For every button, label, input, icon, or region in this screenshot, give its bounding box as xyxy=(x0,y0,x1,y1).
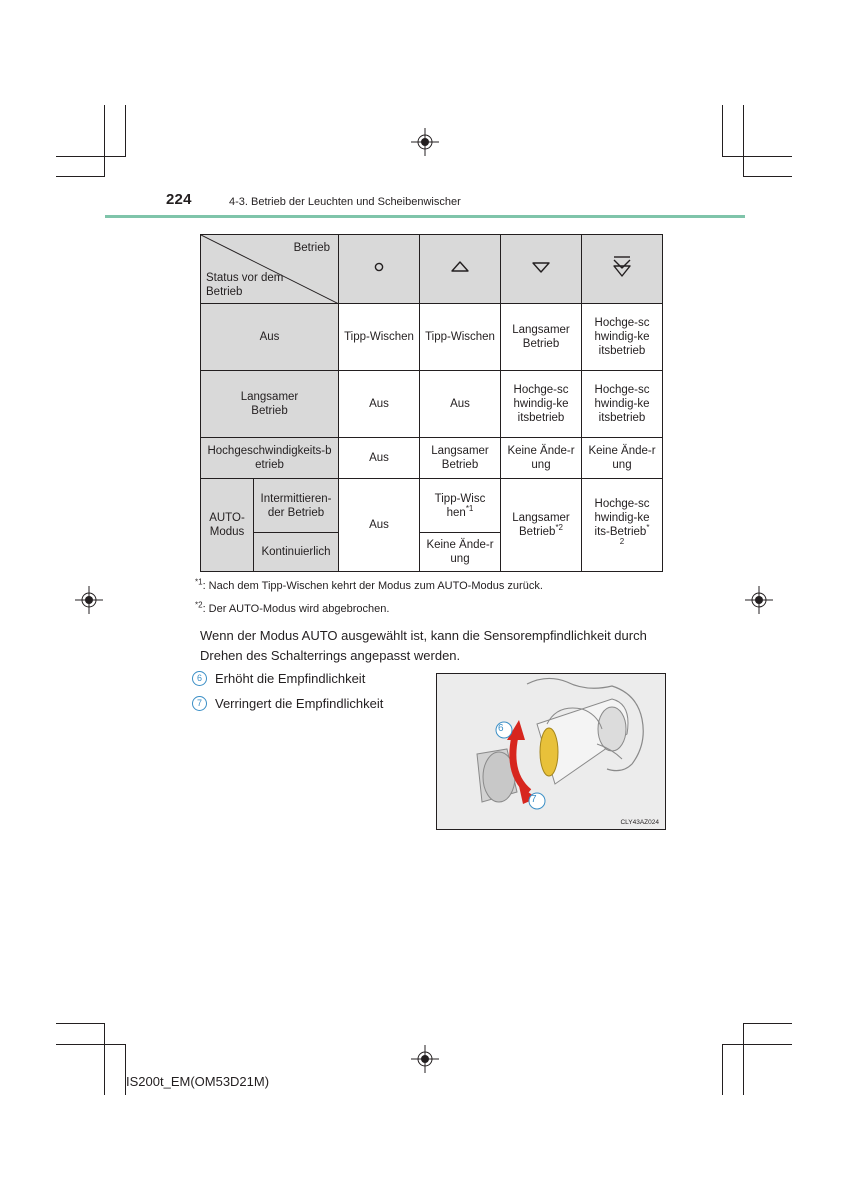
table-cell: Tipp-Wischen xyxy=(420,304,501,371)
row-label-high: Hochgeschwindigkeits-betrieb xyxy=(201,438,339,479)
table-cell: Keine Ände-rung xyxy=(582,438,663,479)
cell-text: Langsamer Betrieb xyxy=(512,512,570,538)
row-label-auto: AUTO-Modus xyxy=(201,479,254,572)
registration-mark-icon xyxy=(411,1045,439,1073)
circle-icon xyxy=(372,260,386,274)
column-header-off xyxy=(339,235,420,304)
table-row xyxy=(201,479,663,533)
callout-6-label: 6 xyxy=(498,723,504,734)
page-number: 224 xyxy=(166,191,192,208)
column-header-tap xyxy=(420,235,501,304)
number-circle-icon: 6 xyxy=(192,671,207,686)
column-header-low xyxy=(501,235,582,304)
wiper-switch-illustration xyxy=(436,673,666,830)
footnote-text: : Nach dem Tipp-Wischen kehrt der Modus zum AUTO-Modus zurück. xyxy=(202,580,543,592)
list-item-text: Verringert die Empfindlichkeit xyxy=(215,696,384,711)
corner-label-operation: Betrieb xyxy=(293,242,330,254)
table-cell: Langsamer Betrieb xyxy=(420,438,501,479)
registration-mark-icon xyxy=(745,586,773,614)
footnote-mark: *2 xyxy=(195,600,203,610)
triangle-down-icon xyxy=(530,260,552,274)
row-label-off: Aus xyxy=(201,304,339,371)
callout-7-label: 7 xyxy=(531,794,537,805)
table-cell: Langsamer Betrieb xyxy=(501,304,582,371)
footnote-mark: *1 xyxy=(195,577,203,587)
triangle-up-icon xyxy=(449,260,471,274)
table-cell xyxy=(501,479,582,572)
table-row xyxy=(201,438,663,479)
list-item xyxy=(192,671,365,686)
table-cell: Keine Ände-rung xyxy=(420,533,501,572)
corner-label-status: Status vor dem Betrieb xyxy=(206,272,284,298)
table-cell: Aus xyxy=(420,371,501,438)
double-triangle-icon xyxy=(611,254,633,280)
table-cell xyxy=(420,479,501,533)
table-cell: Hochge-schwindig-keitsbetrieb xyxy=(582,371,663,438)
wiper-switch-drawing xyxy=(437,674,665,829)
footnote-1 xyxy=(195,577,543,592)
footnote-mark: *1 xyxy=(465,503,474,513)
list-item xyxy=(192,696,383,711)
number-circle-icon: 7 xyxy=(192,696,207,711)
registration-mark-icon xyxy=(411,128,439,156)
cell-text: Tipp-Wischen xyxy=(434,492,486,519)
wiper-operation-table xyxy=(200,234,663,572)
body-paragraph: Wenn der Modus AUTO ausgewählt ist, kann die Sensorempfindlichkeit durch Drehen des Schalterrings angepasst werden. xyxy=(200,628,647,663)
footnote-mark: *2 xyxy=(619,523,650,547)
table-corner-cell xyxy=(201,235,339,304)
illustration-code: CLY43AZ024 xyxy=(620,819,659,826)
header-rule xyxy=(105,215,745,218)
table-cell: Tipp-Wischen xyxy=(339,304,420,371)
table-cell: Hochge-schwindig-keitsbetrieb xyxy=(582,304,663,371)
column-header-high xyxy=(582,235,663,304)
table-row xyxy=(201,371,663,438)
table-cell xyxy=(582,479,663,572)
table-header-row xyxy=(201,235,663,304)
table-cell: Aus xyxy=(339,438,420,479)
table-cell: Hochge-schwindig-keitsbetrieb xyxy=(501,371,582,438)
registration-mark-icon xyxy=(75,586,103,614)
footnote-mark: *2 xyxy=(555,523,563,533)
ring-icon xyxy=(540,728,558,776)
footnote-text: : Der AUTO-Modus wird abgebrochen. xyxy=(202,603,390,615)
row-sublabel-intermittent: Intermittieren-der Betrieb xyxy=(254,479,339,533)
table-cell: Aus xyxy=(339,371,420,438)
table-cell: Aus xyxy=(339,479,420,572)
footnote-2 xyxy=(195,600,390,615)
row-label-low: Langsamer Betrieb xyxy=(201,371,339,438)
footer-model-code: IS200t_EM(OM53D21M) xyxy=(126,1074,270,1089)
row-sublabel-continuous: Kontinuierlich xyxy=(254,533,339,572)
cell-text: Hochge-schwindig-keits-Betrieb xyxy=(594,498,650,538)
section-title: 4-3. Betrieb der Leuchten und Scheibenwischer xyxy=(229,196,461,208)
table-cell: Keine Ände-rung xyxy=(501,438,582,479)
table-row xyxy=(201,304,663,371)
list-item-text: Erhöht die Empfindlichkeit xyxy=(215,671,366,686)
